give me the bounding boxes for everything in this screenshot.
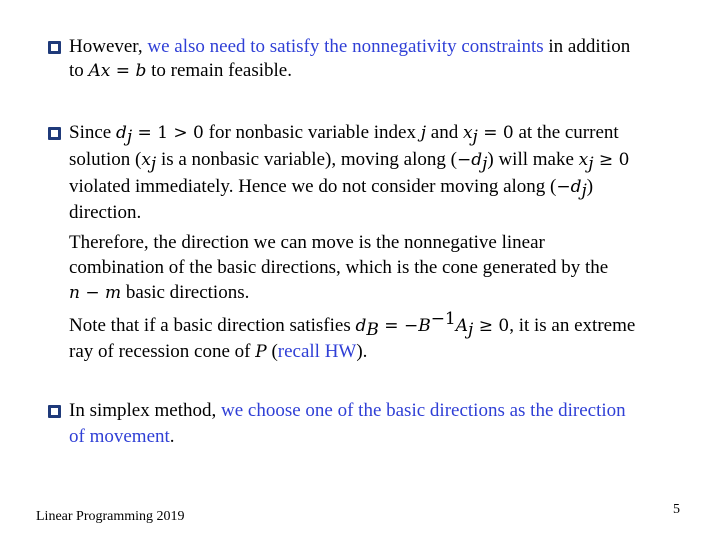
text: ( (266, 341, 278, 362)
checkbox-bullet-icon (48, 405, 61, 418)
highlight-text: of movement (69, 426, 170, 447)
checkbox-bullet-icon (48, 127, 61, 140)
math: −1 (430, 309, 456, 329)
math: j (581, 181, 587, 201)
highlight-text: we also need to satisfy the nonnegativity constraints (147, 36, 544, 57)
text: ) (586, 176, 594, 197)
page-number: 5 (673, 502, 680, 517)
text: Therefore, the direction we can move is the nonnegative linear (69, 232, 545, 253)
math: B (366, 320, 379, 340)
text: is a nonbasic variable), moving along ( (156, 149, 457, 170)
text: However, (69, 36, 148, 57)
text: combination of the basic directions, which is the cone generated by the (69, 257, 609, 278)
math: Ax (88, 61, 111, 81)
bullet-2-line-3 (69, 176, 594, 201)
math: = 0 (477, 123, 514, 143)
text: , it is an extreme (509, 315, 636, 336)
text: at the current (513, 122, 619, 143)
text: basic directions. (121, 282, 250, 303)
paragraph-therefore-line-1 (69, 232, 545, 254)
math: b (135, 61, 147, 81)
math: = 1 > 0 (132, 123, 204, 143)
math: j (150, 154, 157, 174)
bullet-3-line-2 (69, 426, 175, 448)
text: ). (356, 341, 368, 362)
paragraph-note-line-2 (69, 341, 367, 363)
math: P (255, 342, 267, 362)
text: for nonbasic variable index (203, 122, 421, 143)
math: ≥ 0 (593, 150, 630, 170)
text: Since (69, 122, 116, 143)
footer-title: Linear Programming 2019 (36, 509, 185, 524)
checkbox-bullet-icon (48, 41, 61, 54)
math: − (556, 177, 571, 197)
text: ) will make (487, 149, 579, 170)
bullet-3-line-1 (69, 400, 626, 422)
bullet-1-line-2 (69, 60, 292, 82)
math: j (588, 154, 594, 174)
math: = − (378, 316, 419, 336)
text: direction. (69, 202, 142, 223)
math: x (578, 150, 589, 170)
text: solution ( (69, 149, 142, 170)
math: m (105, 283, 122, 303)
math: d (471, 150, 483, 170)
math: x (141, 150, 151, 170)
math: x (462, 123, 473, 143)
math: j (472, 127, 478, 147)
math: − (456, 150, 472, 170)
math: d (570, 177, 582, 197)
text: violated immediately. Hence we do not consider moving along ( (69, 176, 557, 197)
paragraph-note-line-1 (69, 309, 636, 340)
highlight-text: we choose one of the basic directions as the direction (220, 400, 626, 421)
math: ≥ 0 (473, 316, 510, 336)
math: j (482, 154, 488, 174)
paragraph-therefore-line-3 (69, 282, 249, 304)
math: j (420, 123, 427, 143)
math: d (355, 316, 367, 336)
bullet-1-line-1 (69, 36, 630, 58)
text: to (69, 60, 89, 81)
math: A (455, 316, 469, 336)
math: B (418, 316, 431, 336)
text: Note that if a basic direction satisfies (69, 315, 356, 336)
bullet-2-line-2 (69, 149, 630, 174)
text: in addition (543, 36, 631, 57)
bullet-2-line-1 (69, 122, 619, 147)
math: n (69, 283, 80, 303)
paragraph-therefore-line-2 (69, 257, 608, 279)
math: d (115, 123, 127, 143)
text: ray of recession cone of (69, 341, 256, 362)
text: to remain feasible. (146, 60, 292, 81)
math: − (79, 283, 106, 303)
text: In simplex method, (69, 400, 221, 421)
math: j (126, 127, 133, 147)
math: j (468, 320, 474, 340)
text: . (169, 426, 175, 447)
bullet-2-line-4 (69, 202, 141, 224)
highlight-text: recall HW (277, 341, 357, 362)
math: = (110, 61, 136, 81)
text: and (426, 122, 463, 143)
